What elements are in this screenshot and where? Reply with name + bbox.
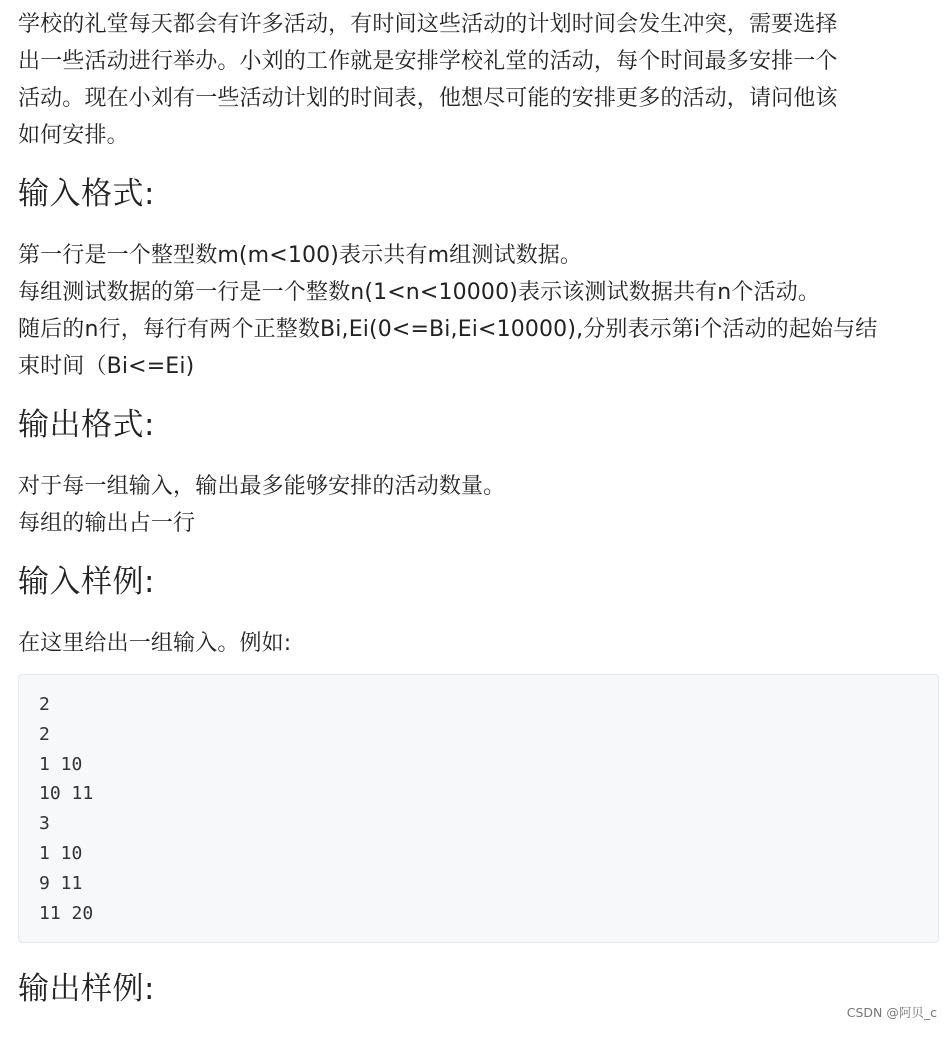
input-format-heading: 输入格式:	[18, 176, 155, 212]
problem-description	[18, 0, 939, 154]
code-line: 10 11	[39, 783, 94, 805]
code-line: 11 20	[39, 902, 94, 924]
input-sample-heading: 输入样例:	[18, 564, 155, 600]
output-format-text	[18, 468, 939, 542]
input-format-line: 每组测试数据的第一行是一个整数n(1<n<10000)表示该测试数据共有n个活动。	[18, 280, 820, 305]
input-format-line: 第一行是一个整型数m(m<100)表示共有m组测试数据。	[18, 243, 583, 268]
input-format-text	[18, 237, 939, 385]
input-sample-description: 在这里给出一组输入。例如:	[18, 631, 292, 656]
description-line: 活动。现在小刘有一些活动计划的时间表，他想尽可能的安排更多的活动，请问他该	[18, 86, 838, 111]
description-line: 出一些活动进行举办。小刘的工作就是安排学校礼堂的活动，每个时间最多安排一个	[18, 49, 838, 74]
output-sample-heading: 输出样例:	[18, 971, 155, 1008]
code-line: 2	[39, 694, 50, 715]
code-line: 1 10	[39, 842, 83, 864]
csdn-watermark: CSDN @阿贝_c	[846, 1005, 937, 1020]
output-format-line: 每组的输出占一行	[18, 511, 196, 536]
input-format-line: 束时间（Bi<=Ei)	[18, 354, 195, 379]
output-format-line: 对于每一组输入，输出最多能够安排的活动数量。	[18, 474, 506, 499]
input-format-line: 随后的n行，每行有两个正整数Bi,Ei(0<=Bi,Ei<10000),分别表示第i个活动的起始与结	[18, 317, 878, 342]
input-sample-code-block	[18, 674, 939, 943]
code-line: 9 11	[39, 872, 83, 894]
code-line: 2	[39, 723, 50, 745]
description-line: 如何安排。	[18, 123, 129, 148]
problem-statement	[18, 0, 939, 1011]
code-line: 1 10	[39, 753, 83, 775]
description-line: 学校的礼堂每天都会有许多活动，有时间这些活动的计划时间会发生冲突，需要选择	[18, 12, 838, 37]
code-line: 3	[39, 813, 50, 835]
output-format-heading: 输出格式:	[18, 407, 155, 443]
